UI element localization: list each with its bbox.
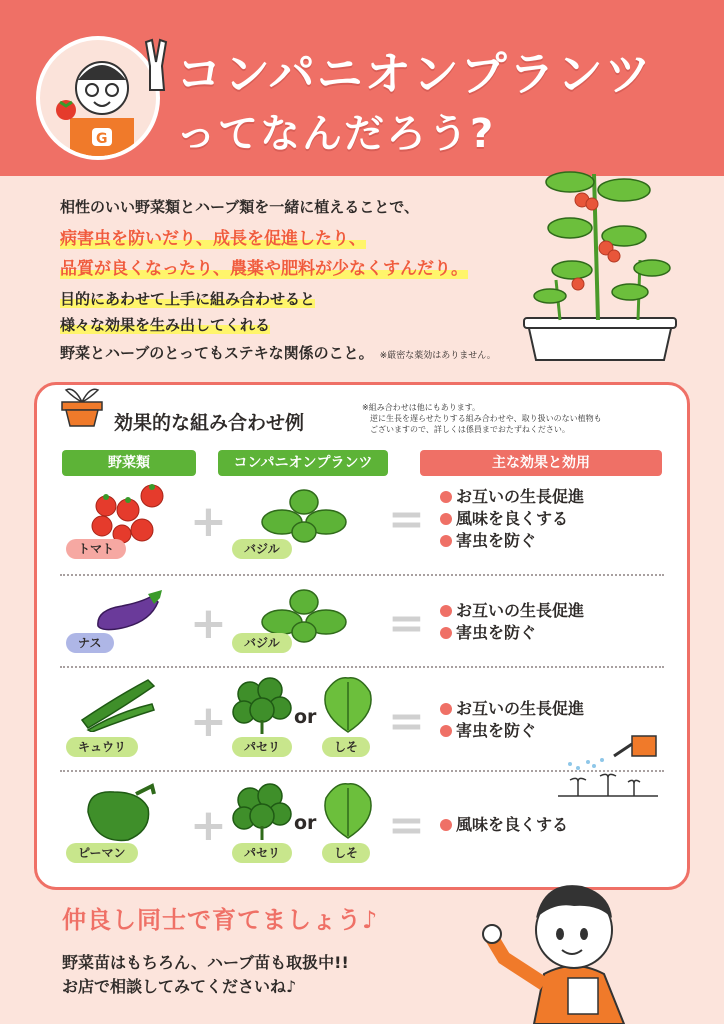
effects-list: [440, 486, 584, 552]
column-header-effects: 主な効果と効用: [420, 450, 662, 476]
equals-sign: =: [388, 800, 425, 851]
pot-sprout-icon: [60, 380, 104, 428]
peace-hand-icon: [140, 36, 176, 92]
column-header-companion: コンパニオンプランツ: [218, 450, 388, 476]
intro-line-1: 相性のいい野菜類とハーブ類を一緒に植えることで、: [60, 198, 419, 216]
plus-sign: +: [190, 598, 227, 649]
or-label: or: [294, 706, 317, 728]
effect-item: 風味を良くする: [440, 814, 568, 836]
panel-note: [362, 402, 662, 435]
vegetable-label-eggplant: ナス: [66, 633, 114, 653]
page-title-line2: ってなんだろう?: [176, 111, 496, 157]
vegetable-label-tomato: トマト: [66, 539, 126, 559]
row-divider: [60, 574, 664, 576]
effect-item: お互いの生長促進: [440, 486, 584, 508]
plus-sign: +: [190, 696, 227, 747]
footer-line-2: お店で相談してみてくださいね♪: [62, 977, 297, 996]
companion-label-shiso: しそ: [322, 843, 370, 863]
cucumber-icon: [78, 676, 158, 732]
watering-can-icon: [548, 716, 668, 806]
effect-item: お互いの生長促進: [440, 600, 584, 622]
equals-sign: =: [388, 494, 425, 545]
row-divider: [60, 666, 664, 668]
panel-title: 効果的な組み合わせ例: [114, 412, 305, 434]
equals-sign: =: [388, 598, 425, 649]
intro-note: ※厳密な薬効はありません。: [379, 351, 496, 361]
intro-line-4: 目的にあわせて上手に組み合わせると: [60, 290, 316, 308]
companion-label-parsley: パセリ: [232, 737, 292, 757]
intro-line-6: 野菜とハーブのとってもステキな関係のこと。: [60, 344, 374, 362]
green-pepper-icon: [82, 782, 158, 844]
equals-sign: =: [388, 696, 425, 747]
companion-label-shiso: しそ: [322, 737, 370, 757]
parsley-icon: [230, 676, 294, 736]
vegetable-label-green-pepper: ピーマン: [66, 843, 138, 863]
companion-label-basil: バジル: [232, 539, 292, 559]
panel-note-line3: ございますので、詳しくは係員までおたずねください。: [370, 425, 570, 434]
footer-line-1: 野菜苗はもちろん、ハーブ苗も取扱中!!: [62, 953, 349, 972]
tomato-plant-illustration: [520, 160, 680, 366]
companion-label-parsley: パセリ: [232, 843, 292, 863]
intro-line-3: 品質が良くなったり、農薬や肥料が少なくすんだり。: [60, 259, 468, 279]
effects-list: [440, 814, 568, 836]
column-header-vegetables: 野菜類: [62, 450, 196, 476]
effect-item: 害虫を防ぐ: [440, 530, 584, 552]
tomato-icon: [86, 484, 176, 546]
panel-note-line2: 逆に生長を遅らせたりする組み合わせや、取り扱いのない植物も: [370, 414, 602, 423]
plus-sign: +: [190, 496, 227, 547]
effects-list: [440, 600, 584, 644]
svg-text:G: G: [96, 131, 108, 147]
effect-item: 害虫を防ぐ: [440, 720, 584, 742]
page-title-line1: コンパニオンプランツ: [176, 47, 653, 101]
footer-headline: 仲良し同士で育てましょう♪: [62, 906, 379, 934]
staff-man-illustration: [474, 874, 724, 1024]
intro-line-2: 病害虫を防いだり、成長を促進したり、: [60, 229, 366, 249]
vegetable-label-cucumber: キュウリ: [66, 737, 138, 757]
shiso-icon: [320, 674, 376, 734]
effect-item: お互いの生長促進: [440, 698, 584, 720]
intro-line-5: 様々な効果を生み出してくれる: [60, 316, 271, 334]
plus-sign: +: [190, 800, 227, 851]
eggplant-icon: [92, 588, 164, 634]
basil-icon: [258, 488, 350, 546]
shiso-icon: [320, 780, 376, 840]
parsley-icon: [230, 782, 294, 842]
panel-note-line1: ※組み合わせは他にもあります。: [362, 403, 481, 412]
companion-label-basil: バジル: [232, 633, 292, 653]
or-label: or: [294, 812, 317, 834]
effect-item: 害虫を防ぐ: [440, 622, 584, 644]
effect-item: 風味を良くする: [440, 508, 584, 530]
